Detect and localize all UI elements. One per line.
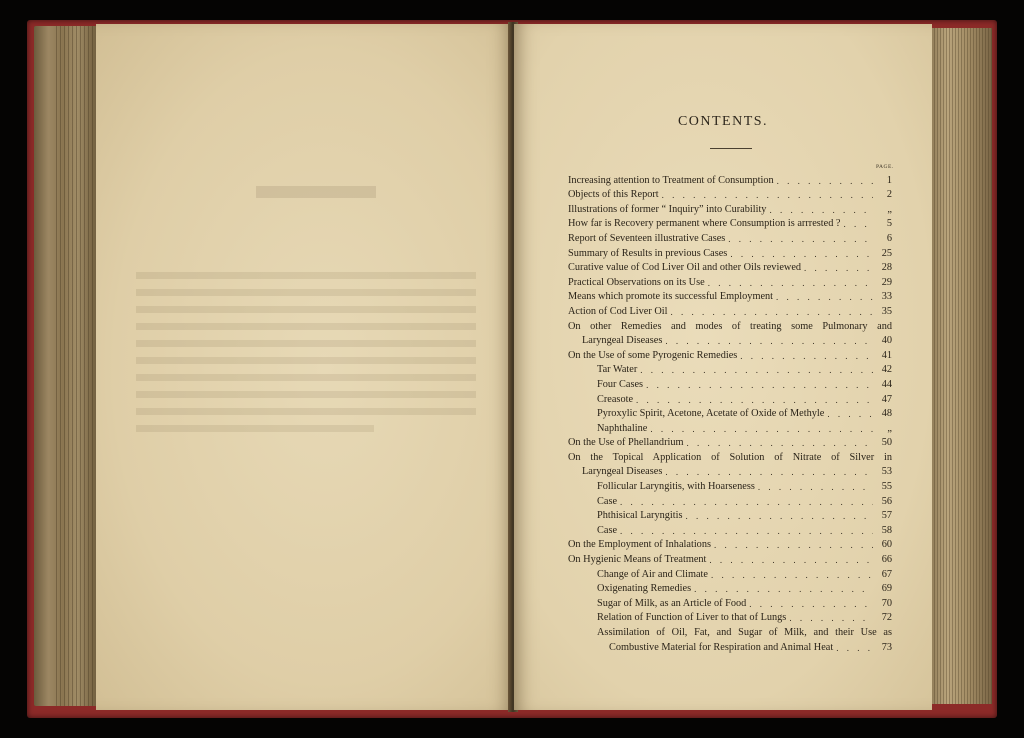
dot-leader — [650, 424, 873, 434]
toc-entry — [568, 171, 892, 186]
toc-entry-title: Laryngeal Diseases — [582, 466, 663, 478]
dot-leader — [769, 205, 873, 215]
toc-page-number: 35 — [881, 305, 892, 317]
dot-leader — [758, 482, 873, 492]
toc-page-number: 53 — [881, 466, 892, 478]
toc-entry-title: Change of Air and Climate — [597, 568, 708, 580]
toc-entry — [568, 521, 892, 536]
toc-page-number: 60 — [881, 539, 892, 551]
toc-entry-title: Sugar of Milk, as an Article of Food — [597, 597, 747, 609]
toc-entry-title: Oxigenating Remedies — [597, 583, 692, 595]
toc-entry — [568, 419, 892, 434]
toc-entry — [568, 405, 892, 420]
toc-entry-title: Report of Seventeen illustrative Cases — [568, 232, 726, 244]
dot-leader — [730, 249, 873, 259]
toc-page-number: 41 — [881, 349, 892, 361]
toc-page-number: 1 — [886, 174, 892, 186]
toc-entry-title: Practical Observations on its Use — [568, 276, 705, 288]
toc-page-number: 6 — [886, 232, 892, 244]
toc-entry — [568, 317, 892, 332]
toc-entry — [568, 507, 892, 522]
toc-entry — [568, 186, 892, 201]
toc-entry — [568, 302, 892, 317]
toc-page-number: 40 — [881, 335, 892, 347]
toc-page-number: 29 — [881, 276, 892, 288]
toc-entry — [568, 375, 892, 390]
toc-entry-title: Objects of this Report — [568, 189, 659, 201]
toc-entry — [568, 259, 892, 274]
toc-entry-title: On the Topical Application of Solution of Nitrate of Silver in — [568, 451, 892, 463]
show-through-text — [136, 262, 476, 442]
toc-page-number: 57 — [881, 510, 892, 522]
dot-leader — [665, 467, 873, 477]
toc-entry-title: How far is Recovery permanent where Consumption is arrrested ? — [568, 218, 841, 230]
toc-entry — [568, 346, 892, 361]
dot-leader — [804, 263, 873, 273]
toc-entry — [568, 332, 892, 347]
toc-entry — [568, 463, 892, 478]
toc-entry-title: Means which promote its successful Employment — [568, 291, 774, 303]
toc-entry — [568, 434, 892, 449]
toc-page-number: 58 — [881, 524, 892, 536]
page-column-label: PAGE. — [876, 164, 894, 170]
toc-entry — [568, 390, 892, 405]
contents-page — [514, 24, 932, 710]
toc-entry-title: Creasote — [597, 393, 634, 405]
toc-page-number: 5 — [886, 218, 892, 230]
show-through-heading — [256, 186, 376, 198]
toc-entry-title: Summary of Results in previous Cases — [568, 247, 728, 259]
toc-entry-title: Action of Cod Liver Oil — [568, 305, 668, 317]
dot-leader — [620, 526, 873, 536]
toc-entry-title: Pyroxylic Spirit, Acetone, Acetate of Oxide of Methyle — [597, 408, 825, 420]
toc-entry-title: Relation of Function of Liver to that of Lungs — [597, 612, 787, 624]
toc-entry — [568, 638, 892, 653]
toc-entry — [568, 477, 892, 492]
left-page — [96, 24, 512, 710]
toc-entry-title: Curative value of Cod Liver Oil and other Oils reviewed — [568, 262, 802, 274]
toc-page-number: 47 — [881, 393, 892, 405]
page-title: CONTENTS. — [677, 114, 769, 129]
toc-page-number: 55 — [881, 481, 892, 493]
dot-leader — [777, 176, 873, 186]
toc-entry — [568, 244, 892, 259]
title-rule — [710, 148, 752, 149]
toc-page-number: „ — [887, 422, 892, 434]
toc-entry — [568, 215, 892, 230]
right-page-edges — [928, 28, 992, 704]
toc-entry-title: Case — [597, 495, 618, 507]
toc-entry — [568, 448, 892, 463]
dot-leader — [708, 278, 873, 288]
dot-leader — [709, 555, 873, 565]
toc-entry — [568, 536, 892, 551]
toc-entry — [568, 361, 892, 376]
toc-page-number: 44 — [881, 378, 892, 390]
dot-leader — [640, 365, 873, 375]
dot-leader — [789, 613, 873, 623]
toc-entry — [568, 492, 892, 507]
toc-entry — [568, 273, 892, 288]
toc-entry-title: Illustrations of former “ Inquiry” into Curability — [568, 203, 767, 215]
toc-entry-title: Increasing attention to Treatment of Consumption — [568, 174, 774, 186]
dot-leader — [749, 599, 873, 609]
dot-leader — [714, 540, 873, 550]
dot-leader — [827, 409, 873, 419]
toc-entry-title: On the Use of Phellandrium — [568, 437, 684, 449]
dot-leader — [694, 584, 873, 594]
table-of-contents — [568, 171, 892, 653]
toc-page-number: 33 — [881, 291, 892, 303]
toc-entry — [568, 550, 892, 565]
toc-entry-title: On Hygienic Means of Treatment — [568, 554, 707, 566]
toc-entry — [568, 229, 892, 244]
toc-page-number: 73 — [881, 641, 892, 653]
dot-leader — [662, 190, 873, 200]
toc-entry — [568, 580, 892, 595]
dot-leader — [728, 234, 873, 244]
dot-leader — [740, 351, 873, 361]
toc-entry — [568, 288, 892, 303]
toc-entry — [568, 609, 892, 624]
toc-page-number: 2 — [886, 189, 892, 201]
toc-page-number: 70 — [881, 597, 892, 609]
toc-page-number: 69 — [881, 583, 892, 595]
dot-leader — [686, 511, 873, 521]
toc-entry-title: On the Use of some Pyrogenic Remedies — [568, 349, 738, 361]
dot-leader — [620, 497, 873, 507]
toc-page-number: 25 — [881, 247, 892, 259]
dot-leader — [687, 438, 873, 448]
toc-page-number: 48 — [881, 408, 892, 420]
toc-page-number: 72 — [881, 612, 892, 624]
toc-page-number: „ — [887, 203, 892, 215]
toc-entry-title: Follicular Laryngitis, with Hoarseness — [597, 481, 755, 493]
toc-page-number: 28 — [881, 262, 892, 274]
toc-entry — [568, 200, 892, 215]
toc-entry-title: On other Remedies and modes of treating some Pulmonary and — [568, 320, 892, 332]
toc-page-number: 66 — [881, 554, 892, 566]
toc-entry-title: Naphthaline — [597, 422, 648, 434]
toc-entry — [568, 594, 892, 609]
toc-entry — [568, 623, 892, 638]
dot-leader — [836, 643, 873, 653]
dot-leader — [636, 395, 873, 405]
toc-entry-title: Phthisical Laryngitis — [597, 510, 683, 522]
dot-leader — [671, 307, 873, 317]
toc-page-number: 67 — [881, 568, 892, 580]
toc-entry-title: On the Employment of Inhalations — [568, 539, 711, 551]
toc-page-number: 56 — [881, 495, 892, 507]
toc-entry-title: Assimilation of Oil, Fat, and Sugar of Milk, and their Use as — [597, 627, 892, 638]
dot-leader — [711, 570, 873, 580]
toc-entry — [568, 565, 892, 580]
toc-entry-title: Case — [597, 524, 618, 536]
dot-leader — [776, 292, 873, 302]
toc-page-number: 42 — [881, 364, 892, 376]
toc-entry-title: Four Cases — [597, 378, 644, 390]
dot-leader — [646, 380, 873, 390]
toc-page-number: 50 — [881, 437, 892, 449]
toc-entry-title: Tar Water — [597, 364, 638, 376]
dot-leader — [844, 219, 874, 229]
toc-entry-title: Laryngeal Diseases — [582, 335, 663, 347]
toc-entry-title: Combustive Material for Respiration and Animal Heat — [609, 641, 834, 653]
dot-leader — [665, 336, 873, 346]
